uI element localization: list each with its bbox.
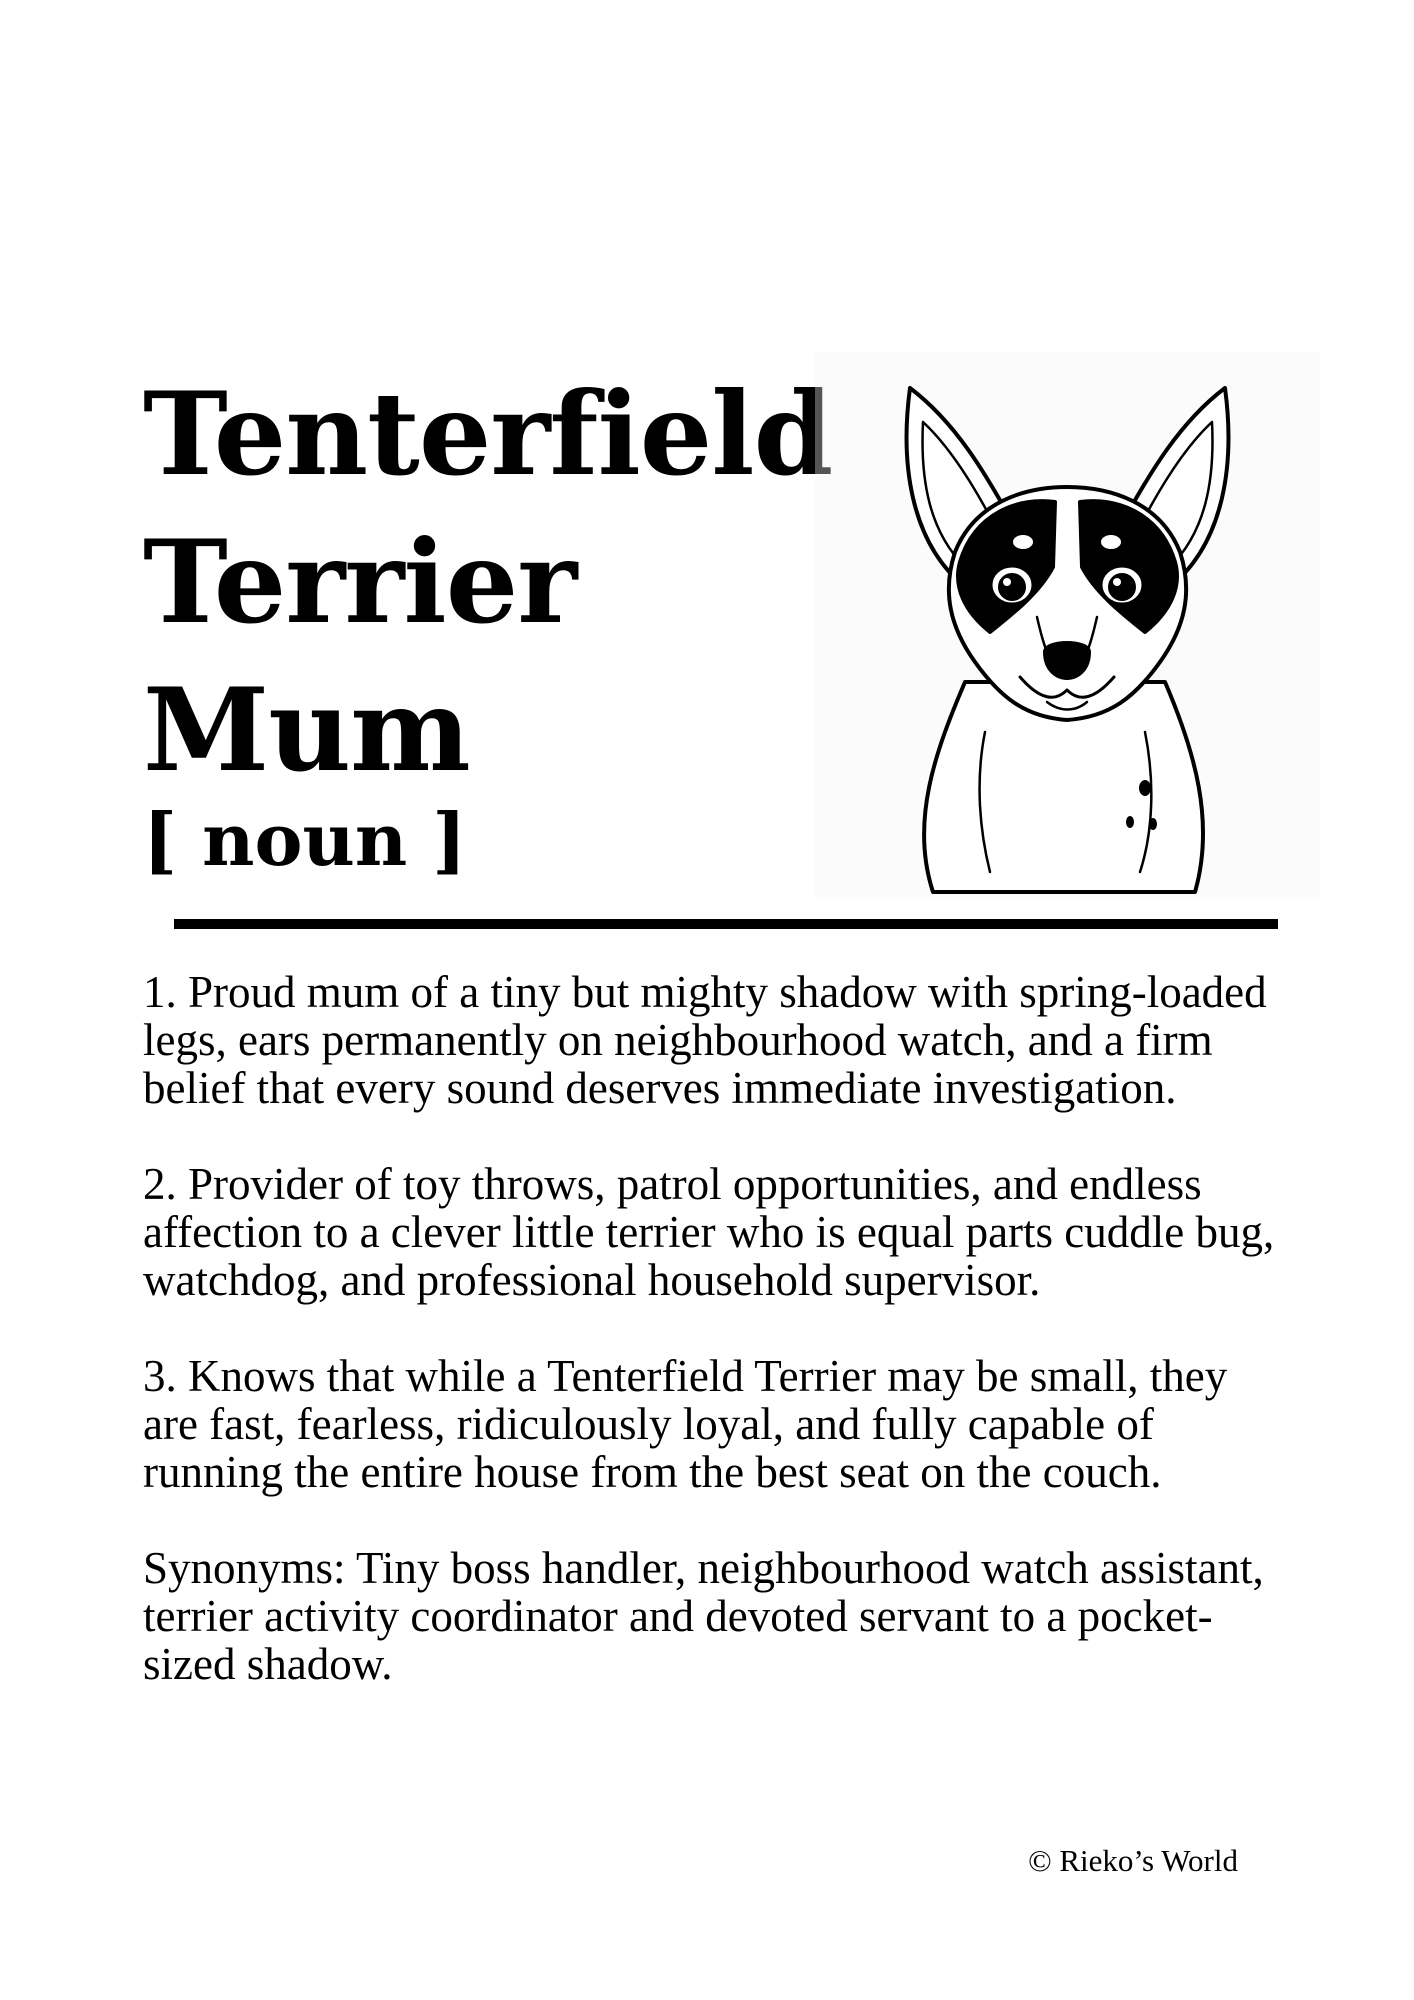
definitions-list [143, 968, 1293, 1688]
title-line-3: Mum [143, 663, 470, 797]
terrier-dog-portrait-icon [815, 352, 1320, 897]
title-line-1: Tenterfield [143, 367, 833, 501]
poster-title [143, 360, 832, 804]
divider-rule [174, 919, 1278, 929]
part-of-speech: [ noun ] [143, 797, 467, 882]
copyright-credit: © Rieko’s World [1028, 1843, 1238, 1878]
definition-2: 2. Provider of toy throws, patrol opportunities, and endless affection to a clever little terrier who is equal parts cuddle bug, watchdog, and professional household supervisor. [143, 1159, 1275, 1305]
title-line-2: Terrier [143, 515, 577, 649]
definition-1: 1. Proud mum of a tiny but mighty shadow with spring-loaded legs, ears permanently on neighbourhood watch, and a firm belief that every sound deserves immediate investigation. [143, 967, 1267, 1113]
definition-3: 3. Knows that while a Tenterfield Terrier may be small, they are fast, fearless, ridiculously loyal, and fully capable of running the entire house from the best seat on the couch. [143, 1351, 1228, 1497]
synonyms: Synonyms: Tiny boss handler, neighbourhood watch assistant, terrier activity coordinator and devoted servant to a pocket-sized shadow. [143, 1543, 1264, 1689]
